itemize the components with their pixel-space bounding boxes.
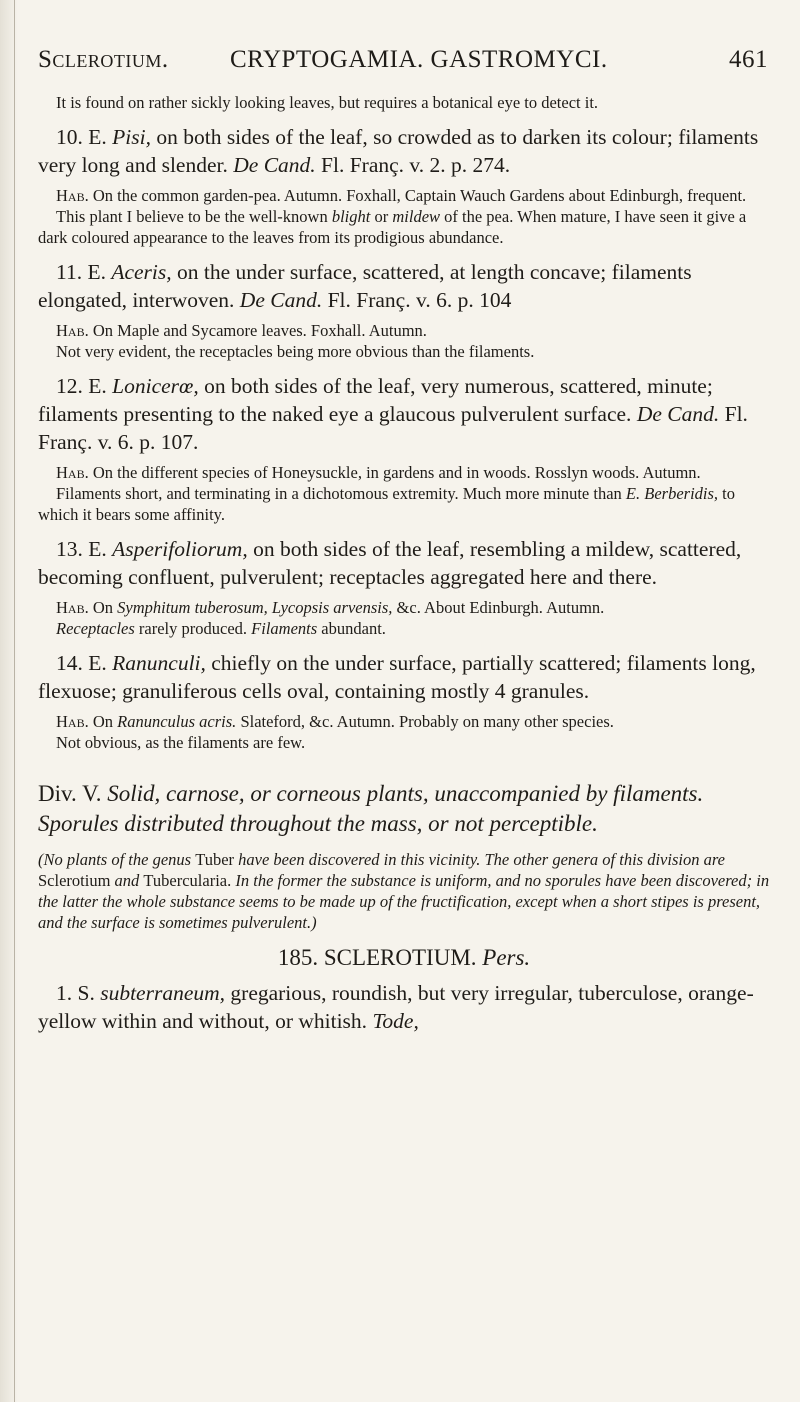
entry-10-description: on both sides of the leaf, so crowded as to darken its colour; filaments very long and slender.: [38, 125, 759, 177]
entry-s1-description: gregarious, roundish, but very irregular, tuberculose, orange-yellow within and without, or whitish.: [38, 981, 754, 1033]
entry-10-habitat-text: On the common garden-pea. Autumn. Foxhall, Captain Wauch Gardens about Edinburgh, frequent.: [92, 186, 747, 205]
entry-11-habitat: [38, 320, 770, 341]
entry-13-habitat-pre: On: [92, 598, 114, 617]
entry-11-reference-author: De Cand.: [239, 288, 323, 312]
entry-13-habitat: [38, 597, 770, 618]
division-note-genus-sclerotium: Sclerotium: [38, 871, 111, 890]
entry-13-note-mid: rarely produced.: [138, 619, 248, 638]
entry-11-number: 11. E.: [56, 260, 106, 284]
entry-12-reference-author: De Cand.: [636, 402, 720, 426]
division-heading: [38, 779, 770, 839]
entry-11-reference: Fl. Franç. v. 6. p. 104: [327, 288, 512, 312]
habitat-label: Hab.: [56, 186, 89, 205]
entry-12-note-rest: to which it bears some affinity.: [38, 484, 736, 524]
entry-10-reference-author: De Cand.: [233, 153, 316, 177]
entry-14: [38, 649, 770, 705]
entry-10-habitat: [38, 185, 770, 206]
entry-12: [38, 372, 770, 456]
entry-12-note: [38, 483, 770, 525]
entry-13-habitat-species: Symphitum tuberosum, Lycopsis arvensis,: [117, 598, 393, 617]
page-gutter-line: [14, 0, 15, 1402]
entry-12-reference: Fl. Franç. v. 6. p. 107.: [38, 402, 748, 454]
entry-12-habitat: [38, 462, 770, 483]
entry-11-habitat-text: On Maple and Sycamore leaves. Foxhall. Autumn.: [92, 321, 427, 340]
entry-10-number: 10. E.: [56, 125, 107, 149]
entry-14-number: 14. E.: [56, 651, 107, 675]
header-genus: Sclerotium.: [38, 46, 169, 73]
entry-12-note-text: Filaments short, and terminating in a dichotomous extremity. Much more minute than: [56, 484, 622, 503]
genus-title: 185. SCLEROTIUM.: [277, 945, 477, 970]
entry-14-name: Ranunculi,: [112, 651, 206, 675]
entry-10-note-text: This plant I believe to be the well-known: [56, 207, 328, 226]
entry-10: [38, 123, 770, 179]
entry-12-description: on both sides of the leaf, very numerous, scattered, minute; filaments presenting to the naked eye a glaucous pulverulent surface.: [38, 374, 713, 426]
entry-s1-number: 1. S.: [56, 981, 95, 1005]
entry-13-description: on both sides of the leaf, resembling a mildew, scattered, becoming confluent, pulverulent; receptacles aggregated here and there.: [38, 537, 742, 589]
division-text: Solid, carnose, or corneous plants, unaccompanied by filaments. Sporules distributed throughout the mass, or not perceptible.: [38, 781, 704, 836]
entry-10-note-mid: or: [374, 207, 389, 226]
entry-14-habitat-species: Ranunculus acris.: [117, 712, 237, 731]
entry-s1-name: subterraneum,: [100, 981, 226, 1005]
habitat-label: Hab.: [56, 598, 89, 617]
entry-10-reference: Fl. Franç. v. 2. p. 274.: [321, 153, 511, 177]
header-title: CRYPTOGAMIA. GASTROMYCI.: [230, 46, 608, 73]
entry-13-name: Asperifoliorum,: [112, 537, 248, 561]
entry-10-note-italic-2: mildew: [392, 207, 441, 226]
entry-14-habitat: [38, 711, 770, 732]
division-note-part-3: and: [114, 871, 140, 890]
division-label: Div. V.: [38, 781, 102, 806]
entry-14-habitat-pre: On: [92, 712, 114, 731]
entry-13: [38, 535, 770, 591]
entry-10-note-rest: of the pea. When mature, I have seen it give a dark coloured appearance to the leaves from its prodigious abundance.: [38, 207, 747, 247]
entry-14-note: Not obvious, as the filaments are few.: [56, 733, 306, 752]
entry-14-description: chiefly on the under surface, partially scattered; filaments long, flexuose; granuliferous cells oval, containing mostly 4 granules.: [38, 651, 756, 703]
entry-14-habitat-rest: Slateford, &c. Autumn. Probably on many other species.: [240, 712, 614, 731]
intro-note: It is found on rather sickly looking leaves, but requires a botanical eye to detect it.: [56, 93, 599, 112]
entry-s1-reference: Tode,: [372, 1009, 419, 1033]
division-note: [38, 849, 770, 933]
entry-13-habitat-rest: &c. About Edinburgh. Autumn.: [396, 598, 605, 617]
entry-13-note-italic-2: Filaments: [251, 619, 318, 638]
habitat-label: Hab.: [56, 321, 89, 340]
entry-12-note-italic: E. Berberidis,: [625, 484, 719, 503]
entry-12-number: 12. E.: [56, 374, 107, 398]
division-note-part-4: In the former the substance is uniform, and no sporules have been discovered; in the latter the whole substance seems to be made up of the fructification, except when a short stipes is present, and the surface is sometimes pulverulent.): [38, 871, 770, 932]
division-note-genus-tubercularia: Tubercularia.: [143, 871, 232, 890]
page-gutter-shadow: [0, 0, 18, 1402]
page-body: [38, 92, 770, 1035]
division-note-genus-tuber: Tuber: [195, 850, 235, 869]
habitat-label: Hab.: [56, 712, 89, 731]
entry-11-note: Not very evident, the receptacles being more obvious than the filaments.: [56, 342, 535, 361]
entry-13-note-rest: abundant.: [321, 619, 386, 638]
entry-11-name: Aceris,: [111, 260, 172, 284]
entry-13-number: 13. E.: [56, 537, 107, 561]
division-note-part-1: (No plants of the genus: [38, 850, 192, 869]
division-note-part-2: have been discovered in this vicinity. The other genera of this division are: [238, 850, 725, 869]
entry-11-description: on the under surface, scattered, at length concave; filaments elongated, interwoven.: [38, 260, 692, 312]
entry-11: [38, 258, 770, 314]
genus-heading: [38, 943, 770, 973]
entry-13-note-italic-1: Receptacles: [56, 619, 135, 638]
entry-10-name: Pisi,: [112, 125, 151, 149]
entry-12-name: Lonicerœ,: [112, 374, 199, 398]
genus-author: Pers.: [482, 945, 531, 970]
entry-12-habitat-text: On the different species of Honeysuckle, in gardens and in woods. Rosslyn woods. Autumn.: [92, 463, 701, 482]
entry-s1: [38, 979, 770, 1035]
page-number: 461: [729, 46, 768, 73]
entry-10-note: [38, 206, 770, 248]
habitat-label: Hab.: [56, 463, 89, 482]
entry-10-note-italic-1: blight: [331, 207, 371, 226]
entry-13-note: [38, 618, 770, 639]
